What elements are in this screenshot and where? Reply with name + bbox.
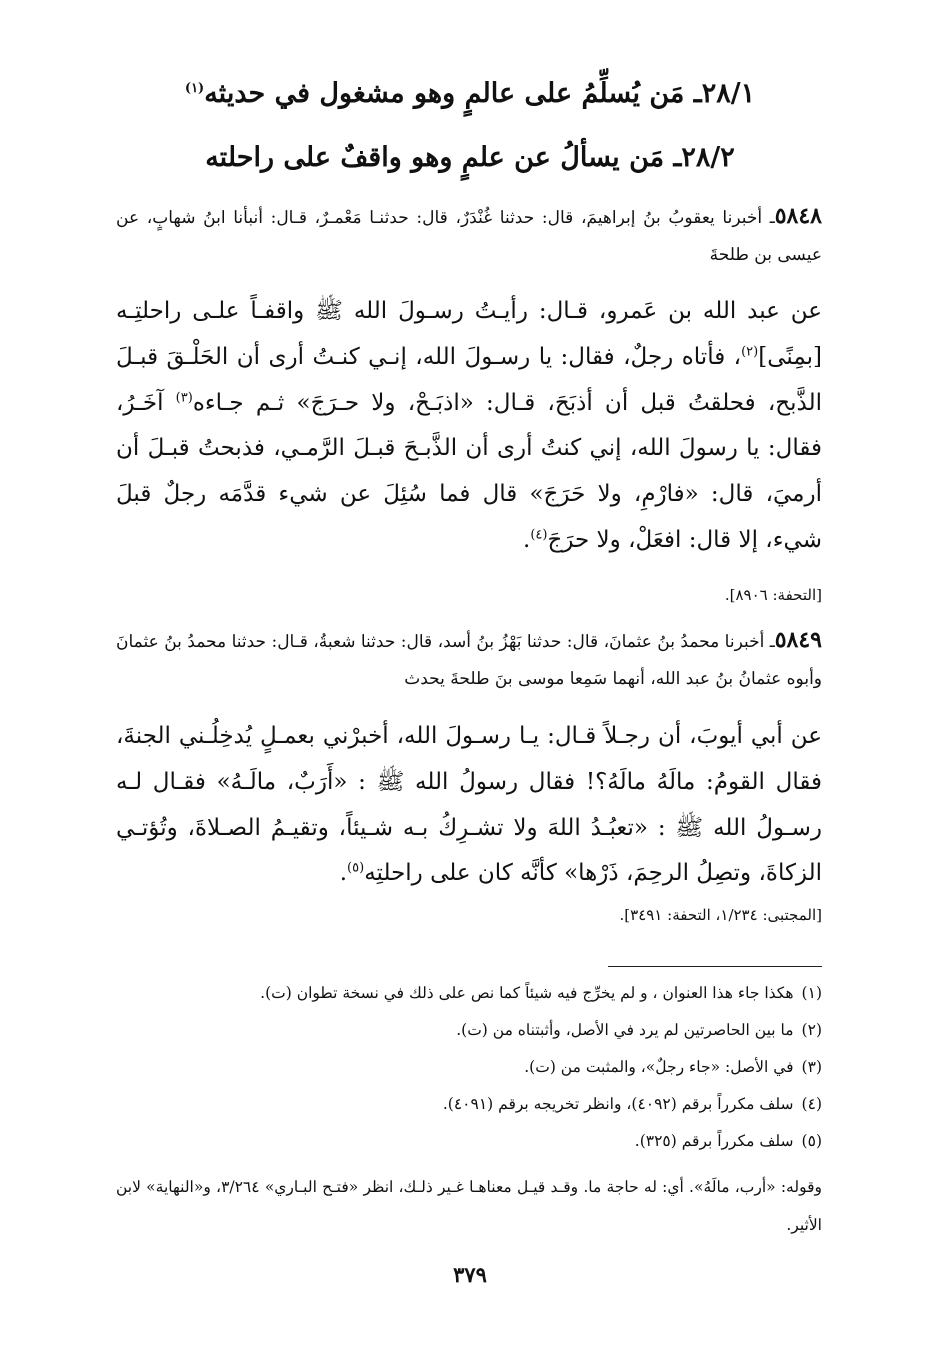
chapter-title-1-text: ٢٨/١ـ مَن يُسلِّمُ على عالمٍ وهو مشغول في حديثه: [204, 78, 756, 109]
isnad-text: ـ أخبرنا يعقوبُ بنُ إبراهيمَ، قال: حدثنا غُنْدَرٌ، قال: حدثنـا مَعْمـرٌ، قـال: أنبأنا ابنُ شهابٍ، عن عيسى بن طلحةَ: [116, 208, 822, 265]
footnote-number: (١): [801, 984, 822, 1002]
footnote-number: (٢): [801, 1021, 822, 1039]
footnote-marker-3: (٣): [175, 389, 193, 405]
chapter-title-1: [90, 78, 850, 109]
matn-end: .: [523, 526, 531, 553]
footnote-number: (٣): [801, 1058, 822, 1076]
isnad-text: ـ أخبرنا محمدُ بنُ عثمانَ، قال: حدثنا بَهْزُ بنُ أسد، قال: حدثنا شعبةُ، قـال: حدثنا محمدُ بنُ عثمانَ وأبوه عثمانُ بنُ عبد الله، أنهما سَمِعا موسى بنَ طلحةَ يحدث: [116, 632, 822, 689]
footnote-commentary: وقوله: «أرب، مالَهُ». أي: له حاجة ما. وقـد قيـل معناهـا غـير ذلـك، انظر «فتـح البـاري» ٣/٢٦٤، و«النهاية» لابن الأثير.: [116, 1178, 822, 1234]
hadith-5848-isnad: [116, 198, 822, 274]
footnote-text: هكذا جاء هذا العنوان ، و لم يخرِّج فيه شيئاً كما نص على ذلك في نسخة تطوان (ت).: [260, 984, 794, 1002]
hadith-5848-reference: [التحفة: ٨٩٠٦].: [724, 586, 822, 604]
footnote-marker-5: (٥): [347, 860, 365, 876]
footnote-marker-1: (١): [184, 81, 205, 96]
hadith-5848-matn: [116, 289, 822, 564]
footnote-number: (٥): [801, 1132, 822, 1150]
hadith-5849-matn: [116, 714, 822, 897]
hadith-5849-isnad: [116, 622, 822, 698]
matn-text: ، فأتاه رجلٌ، فقال: يا رسـولَ الله، إنـي كنـتُ أرى أن الحَلْـقَ قبـلَ الذَّبح، فحلقتُ قبل أن أذبَحَ، قـال: «اذبَـحْ، ولا حـرَجَ» ثـم جـاءه: [116, 343, 822, 416]
footnote-text: في الأصل: «جاء رجلٌ»، والمثبت من (ت).: [524, 1058, 794, 1076]
footnote-text: سلف مكرراً برقم (٣٢٥).: [634, 1132, 794, 1150]
footnote-marker-2: (٢): [741, 344, 759, 360]
footnote-marker-4: (٤): [530, 527, 548, 543]
footnote-2: [456, 1021, 822, 1039]
page-number: ٣٧٩: [453, 1262, 487, 1287]
matn-text: عن عبد الله بن عَمرو، قـال: رأيـتُ رسـولَ الله ﷺ واقفـاً علـى راحلتِـه [بمِنًى]: [116, 298, 822, 370]
footnote-text: ما بين الحاصرتين لم يرد في الأصل، وأثبتناه من (ت).: [456, 1021, 794, 1039]
matn-text: عن أبي أيوبَ، أن رجـلاً قـال: يـا رسـولَ الله، أخبرْني بعمـلٍ يُدخِلُـني الجنةَ، فقال القومُ: مالَهُ مالَهُ؟! فقال رسولُ الله ﷺ : «أَرَبٌ، مالَـهُ» فقـال لـه رسـولُ الله ﷺ : «تعبُـدُ اللهَ ولا تشـرِكُ بـه شـيئاً، وتقيـمُ الصـلاةَ، وتُؤتـي الزكاةَ، وتصِلُ الرحِمَ، ذَرْها» كأنَّه كان على راحلتِه: [116, 723, 822, 887]
hadith-number: ٥٨٤٩: [774, 627, 822, 653]
matn-text: آخَـرُ، فقال: يا رسولَ الله، إني كنتُ أرى أن الذَّبـحَ قبـلَ الرَّمـي، فذبحتُ قبـلَ أن أرميَ، قال: «فارْمِ، ولا حَرَجَ» قال فما سُئِلَ عن شيء قدَّمَه رجلٌ قبلَ شيء، إلا قال: افعَلْ، ولا حرَجَ: [116, 389, 822, 553]
footnote-3: [524, 1058, 822, 1076]
chapter-title-2: ٢٨/٢ـ مَن يسألُ عن علمٍ وهو واقفٌ على راحلته: [205, 142, 735, 173]
hadith-5849-reference: [المجتبى: ١/٢٣٤، التحفة: ٣٤٩١].: [619, 906, 822, 924]
footnote-separator: [608, 966, 822, 967]
footnote-1: [260, 984, 822, 1002]
matn-end: .: [339, 860, 348, 887]
footnote-text: سلف مكرراً برقم (٤٠٩٢)، وانظر تخريجه برقم (٤٠٩١).: [442, 1095, 794, 1113]
footnote-5: [635, 1132, 822, 1150]
footnote-number: (٤): [801, 1095, 822, 1113]
hadith-number: ٥٨٤٨: [774, 203, 822, 229]
footnote-4: [443, 1095, 822, 1113]
